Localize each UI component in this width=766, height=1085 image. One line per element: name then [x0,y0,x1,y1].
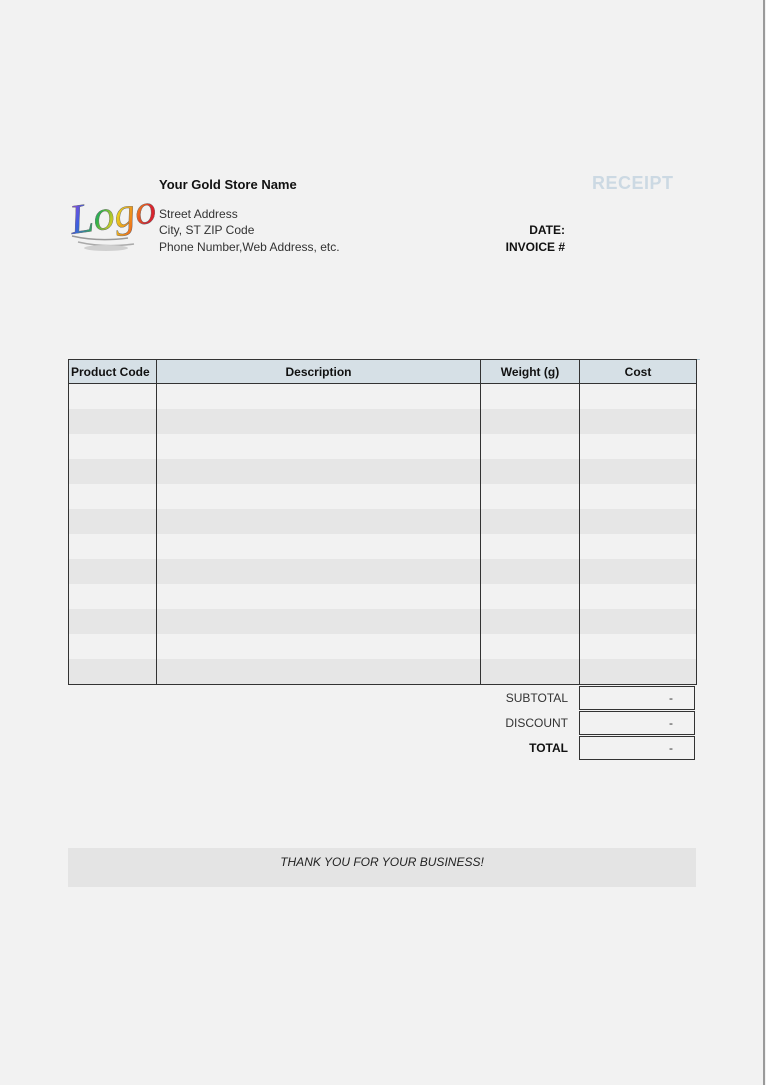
product-code-cell[interactable] [69,534,157,559]
weight-cell[interactable] [481,559,580,584]
table-row [69,434,697,459]
store-contact: Phone Number,Web Address, etc. [159,240,340,254]
cost-cell[interactable] [580,609,697,634]
table-row [69,459,697,484]
table-row [69,534,697,559]
store-name: Your Gold Store Name [159,177,297,192]
document-title: RECEIPT [592,173,674,193]
description-cell[interactable] [157,609,481,634]
table-row [69,634,697,659]
cost-cell[interactable] [580,659,697,685]
description-cell[interactable] [157,434,481,459]
description-cell[interactable] [157,534,481,559]
total-value[interactable]: - [579,736,695,760]
column-header-cost: Cost [580,360,697,384]
description-cell[interactable] [157,384,481,410]
table-row [69,509,697,534]
invoice-number-label: INVOICE # [505,240,565,254]
product-code-cell[interactable] [69,559,157,584]
description-cell[interactable] [157,509,481,534]
thank-you-message: THANK YOU FOR YOUR BUSINESS! [280,855,484,869]
description-cell[interactable] [157,584,481,609]
cost-cell[interactable] [580,584,697,609]
column-header-product-code: Product Code [69,360,157,384]
weight-cell[interactable] [481,534,580,559]
weight-cell[interactable] [481,384,580,410]
table-row [69,584,697,609]
discount-value[interactable]: - [579,711,695,735]
cost-cell[interactable] [580,434,697,459]
table-row [69,559,697,584]
cost-cell[interactable] [580,459,697,484]
weight-cell[interactable] [481,409,580,434]
weight-cell[interactable] [481,484,580,509]
logo-text: Logo [66,186,159,244]
product-code-cell[interactable] [69,459,157,484]
table-header-row [69,360,697,384]
date-label: DATE: [529,223,565,237]
thank-you-banner [68,848,696,887]
weight-cell[interactable] [481,659,580,685]
product-code-cell[interactable] [69,484,157,509]
product-code-cell[interactable] [69,584,157,609]
items-table [68,359,697,685]
product-code-cell[interactable] [69,434,157,459]
store-street: Street Address [159,207,238,221]
subtotal-value[interactable]: - [579,686,695,710]
description-cell[interactable] [157,559,481,584]
description-cell[interactable] [157,634,481,659]
weight-cell[interactable] [481,609,580,634]
cost-cell[interactable] [580,409,697,434]
weight-cell[interactable] [481,634,580,659]
table-row [69,609,697,634]
table-row [69,484,697,509]
cost-cell[interactable] [580,559,697,584]
page-edge [763,0,765,1085]
column-header-description: Description [157,360,481,384]
weight-cell[interactable] [481,584,580,609]
cost-cell[interactable] [580,484,697,509]
weight-cell[interactable] [481,509,580,534]
description-cell[interactable] [157,484,481,509]
product-code-cell[interactable] [69,409,157,434]
product-code-cell[interactable] [69,384,157,410]
cost-cell[interactable] [580,534,697,559]
cost-cell[interactable] [580,634,697,659]
product-code-cell[interactable] [69,609,157,634]
subtotal-label: SUBTOTAL [505,691,568,705]
description-cell[interactable] [157,409,481,434]
weight-cell[interactable] [481,459,580,484]
table-row [69,659,697,685]
description-cell[interactable] [157,659,481,685]
table-row [69,409,697,434]
product-code-cell[interactable] [69,634,157,659]
table-row [69,384,697,410]
discount-label: DISCOUNT [505,716,568,730]
product-code-cell[interactable] [69,659,157,685]
column-header-weight: Weight (g) [481,360,580,384]
product-code-cell[interactable] [69,509,157,534]
cost-cell[interactable] [580,384,697,410]
weight-cell[interactable] [481,434,580,459]
description-cell[interactable] [157,459,481,484]
total-label: TOTAL [529,741,568,755]
cost-cell[interactable] [580,509,697,534]
logo-image [66,176,159,254]
store-city: City, ST ZIP Code [159,223,255,237]
